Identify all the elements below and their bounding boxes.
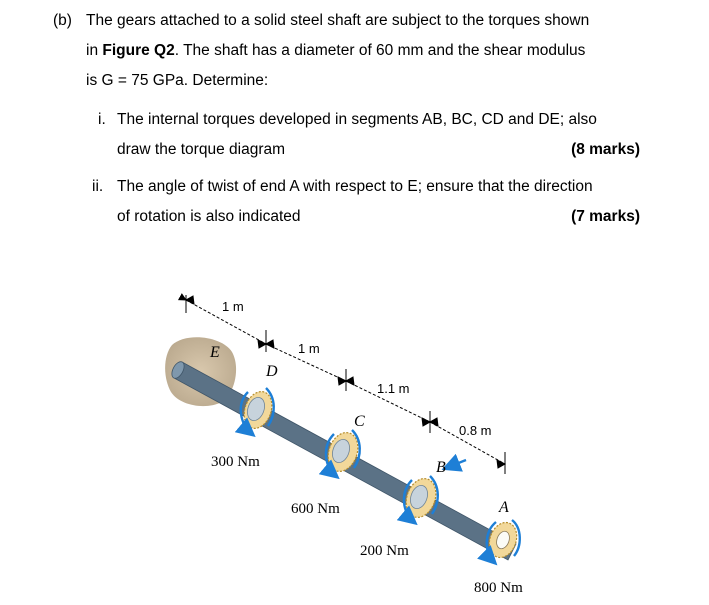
point-label-c: C — [354, 413, 365, 430]
intro-line-2: in Figure Q2. The shaft has a diameter of 60 mm and the shear modulus — [86, 42, 586, 59]
dim-label-dc: 1 m — [298, 341, 320, 356]
item-1-line-2: draw the torque diagram — [117, 141, 286, 158]
item-1-marks: (8 marks) — [571, 141, 640, 158]
item-2-line-1: The angle of twist of end A with respect to E; ensure that the direction — [117, 178, 593, 195]
torque-label-a: 800 Nm — [474, 580, 523, 596]
point-label-a: A — [499, 499, 509, 516]
intro-line-3: is G = 75 GPa. Determine: — [86, 72, 269, 89]
point-label-d: D — [266, 363, 278, 380]
item-2-line-2: of rotation is also indicated — [117, 208, 301, 225]
dim-label-ed: 1 m — [222, 299, 244, 314]
dim-label-ba: 0.8 m — [459, 423, 492, 438]
item-2-label: ii. — [92, 178, 104, 195]
point-label-e: E — [210, 344, 220, 361]
item-1-label: i. — [98, 111, 106, 128]
part-label: (b) — [53, 12, 72, 29]
figure-reference: Figure Q2 — [102, 42, 175, 59]
torque-label-d: 300 Nm — [211, 454, 260, 470]
item-1-line-1: The internal torques developed in segments AB, BC, CD and DE; also — [117, 111, 597, 128]
intro-line-1: The gears attached to a solid steel shaft are subject to the torques shown — [86, 12, 590, 29]
torque-label-c: 600 Nm — [291, 501, 340, 517]
torque-label-b: 200 Nm — [360, 543, 409, 559]
dim-label-cb: 1.1 m — [377, 381, 410, 396]
item-2-marks: (7 marks) — [571, 208, 640, 225]
point-label-b: B — [436, 459, 446, 476]
